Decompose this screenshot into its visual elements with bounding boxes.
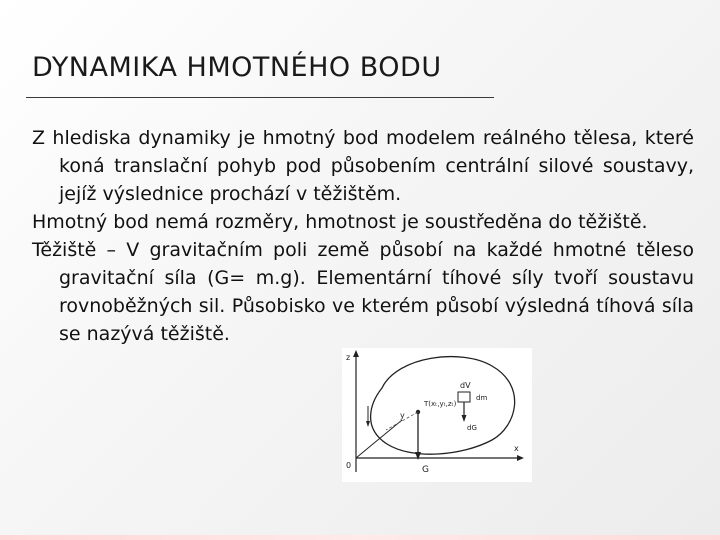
bottom-decoration: [0, 535, 720, 540]
label-vector-g: G: [422, 465, 429, 475]
label-axis-y: y: [400, 411, 405, 420]
element-dv: [458, 392, 470, 402]
paragraph-dimensions: Hmotný bod nemá rozměry, hmotnost je soustředěna do těžiště.: [32, 211, 648, 233]
title-underline: [26, 97, 494, 98]
label-axis-z: z: [346, 353, 351, 362]
label-dm: dm: [476, 394, 488, 402]
center-of-gravity-diagram: [342, 348, 532, 482]
slide-title: DYNAMIKA HMOTNÉHO BODU: [32, 52, 442, 83]
paragraph-center-of-gravity: Těžiště – V gravitačním poli země působí na každé hmotné těleso gravitační síla (G= m.g). Elementární tíhové síly tvoří soustavu rovnoběžných sil. Působisko ve kterém působí výsledná tíhová síla se nazývá těžiště.: [32, 239, 694, 345]
paragraph-definition: Z hlediska dynamiky je hmotný bod modelem reálného tělesa, které koná translační pohyb pod působením centrální silové soustavy, jejíž výslednice prochází v těžištěm.: [32, 127, 694, 205]
label-small-g: dG: [467, 424, 477, 432]
label-dv: dV: [460, 381, 471, 390]
label-axis-x: x: [514, 444, 519, 453]
slide-body: [32, 124, 694, 348]
diagram-svg: [342, 348, 532, 482]
axis-y: [356, 420, 402, 458]
label-point-t: T(xₜ,yₜ,zₜ): [424, 400, 457, 408]
label-origin: 0: [346, 461, 352, 470]
